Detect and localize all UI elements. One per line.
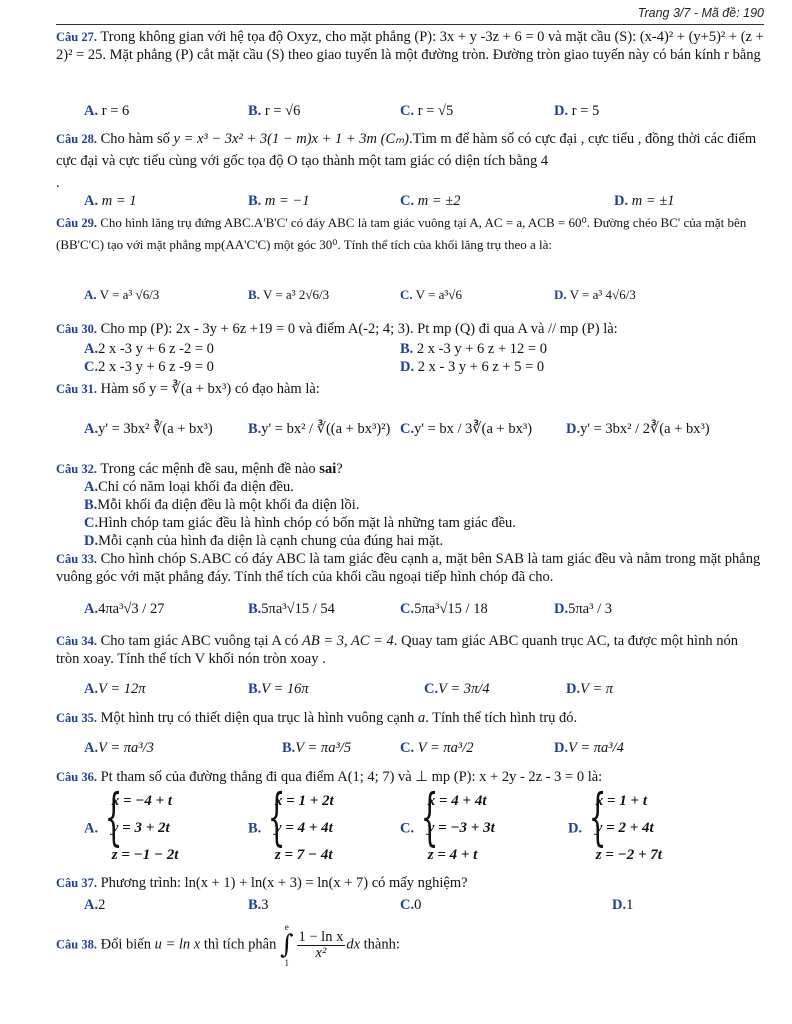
- question-28: Câu 28. Cho hàm số y = x³ − 3x² + 3(1 − m)x + 1 + 3m (Cₘ).Tìm m để hàm số có cực đại , cực tiểu , đồng thời các điểm cực đại và cực tiểu cùng với gốc tọa độ O tạo thành một tam giác có diện tích bằng 4 . A. m = 1 B. m = −1 C. m = ±2 D. m = ±1: [56, 128, 764, 194]
- option-d[interactable]: D. V = a³ 4√6/3: [554, 287, 636, 302]
- question-number: Câu 38.: [56, 937, 97, 952]
- option-c[interactable]: C.2 x -3 y + 6 z -9 = 0: [84, 359, 214, 375]
- option-a[interactable]: A.y' = 3bx² ∛(a + bx³): [84, 421, 213, 437]
- option-a[interactable]: A. V = a³ √6/3: [84, 287, 160, 302]
- option-a[interactable]: A.2 x -3 y + 6 z -2 = 0: [84, 341, 214, 357]
- option-c[interactable]: C.y' = bx / 3∛(a + bx³): [400, 421, 533, 437]
- option-b[interactable]: B.5πa³√15 / 54: [248, 601, 335, 617]
- option-a[interactable]: A. m = 1: [84, 193, 137, 209]
- option-c[interactable]: C. r = √5: [400, 103, 454, 119]
- question-text: Trong không gian với hệ tọa độ Oxyz, cho mặt phẳng (P): 3x + y -3z + 6 = 0 và mặt cầu (S): (x-4)² + (y+5)² + (z + 2)² = 25. Mặt phẳng (P) cắt mặt cầu (S) theo giao tuyến là một đường tròn. Đường tròn giao tuyến này có bán kính r bằng: [56, 29, 764, 63]
- question-27: [56, 28, 764, 119]
- question-number: Câu 30.: [56, 322, 97, 336]
- option-b[interactable]: B.V = 16π: [248, 681, 309, 697]
- question-number: Câu 28.: [56, 132, 97, 146]
- option-d[interactable]: D.5πa³ / 3: [554, 601, 612, 617]
- question-35: Câu 35. Một hình trụ có thiết diện qua trục là hình vuông cạnh a. Tính thể tích hình trụ đó. A.V = πa³/3 B.V = πa³/5 C. V = πa³/2 D.V = πa³/4: [56, 710, 624, 756]
- option-d[interactable]: D. { x = 1 + t y = 2 + 4t z = −2 + 7t: [568, 780, 662, 863]
- question-33: Câu 33. Cho hình chóp S.ABC có đáy ABC là tam giác đều cạnh a, mặt bên SAB là tam giác đều và nằm trong mặt phẳng vuông góc với mặt phẳng đáy. Tính thể tích của khối cầu ngoại tiếp hình chóp đã cho. A.4πa³√3 / 27 B.5πa³√15 / 54 C.5πa³√15 / 18 D.5πa³ / 3: [56, 551, 761, 617]
- question-34: Câu 34. Cho tam giác ABC vuông tại A có AB = 3, AC = 4. Quay tam giác ABC quanh trục AC, ta được một hình nón tròn xoay. Tính thể tích V khối nón tròn xoay . A.V = 12π B.V = 16π C.V = 3π/4 D.V = π: [56, 633, 738, 697]
- option-b[interactable]: B.Mỗi khối đa diện đều là một khối đa diện lồi.: [84, 497, 360, 513]
- option-d[interactable]: D.V = πa³/4: [554, 740, 624, 756]
- option-a[interactable]: A.2: [84, 897, 106, 913]
- option-a[interactable]: A.V = πa³/3: [84, 740, 154, 756]
- integral: e ∫ 1: [279, 922, 294, 968]
- question-number: Câu 33.: [56, 552, 97, 566]
- question-number: Câu 36.: [56, 770, 97, 784]
- option-d[interactable]: D.V = π: [566, 681, 614, 697]
- option-d[interactable]: D.Mỗi cạnh của hình đa diện là cạnh chung của đúng hai mặt.: [84, 533, 444, 549]
- option-d[interactable]: D.1: [612, 897, 634, 913]
- option-d[interactable]: D. 2 x - 3 y + 6 z + 5 = 0: [400, 359, 545, 375]
- option-a[interactable]: A.V = 12π: [84, 681, 146, 697]
- option-c[interactable]: C. { x = 4 + 4t y = −3 + 3t z = 4 + t: [400, 780, 495, 863]
- option-b[interactable]: B. m = −1: [248, 193, 310, 209]
- option-c[interactable]: C.5πa³√15 / 18: [400, 601, 488, 617]
- question-number: Câu 37.: [56, 876, 97, 890]
- integrand: $\frac{\text{1 − ln x}}{\text{x²}}$: [298, 928, 344, 961]
- question-30: Câu 30. Cho mp (P): 2x - 3y + 6z +19 = 0 và điểm A(-2; 4; 3). Pt mp (Q) đi qua A và // mp (P) là: A.2 x -3 y + 6 z -2 = 0 B. 2 x -3 y + 6 z + 12 = 0 C.2 x -3 y + 6 z -9 = 0 D. 2 x - 3 y + 6 z + 5 = 0: [56, 321, 618, 375]
- question-37: Câu 37. Phương trình: ln(x + 1) + ln(x + 3) = ln(x + 7) có mấy nghiệm? A.2 B.3 C.0 D.1: [56, 875, 634, 913]
- option-d[interactable]: D.y' = 3bx² / 2∛(a + bx³): [566, 421, 710, 437]
- question-number: Câu 32.: [56, 462, 97, 476]
- option-d[interactable]: D. m = ±1: [614, 193, 675, 209]
- option-a[interactable]: A.4πa³√3 / 27: [84, 601, 165, 617]
- option-c[interactable]: C. m = ±2: [400, 193, 461, 209]
- question-36: Câu 36. Pt tham số của đường thẳng đi qua điểm A(1; 4; 7) và ⊥ mp (P): x + 2y - 2z - 3 = 0 là: A. { x = −4 + t y = 3 + 2t z = −1 − 2t B. { x = 1 + 2t y = 4 + 4t z = 7 − 4t C. { x = 4 + 4t y = −3 + 3t z = 4 + t D. { x = 1 + t y = 2 + 4t z = −2 + 7t: [56, 768, 764, 786]
- question-32: Câu 32. Trong các mệnh đề sau, mệnh đề nào sai? A.Chỉ có năm loại khối đa diện đều. B.Mỗi khối đa diện đều là một khối đa diện lồi. C.Hình chóp tam giác đều là hình chóp có bốn mặt là những tam giác đều. D.Mỗi cạnh của hình đa diện là cạnh chung của đúng hai mặt.: [56, 460, 764, 550]
- function-formula: y = x³ − 3x² + 3(1 − m)x + 1 + 3m: [173, 131, 378, 147]
- option-a[interactable]: A. { x = −4 + t y = 3 + 2t z = −1 − 2t: [84, 780, 179, 863]
- option-d[interactable]: D. r = 5: [554, 103, 600, 119]
- question-31: Câu 31. Hàm số y = ∛(a + bx³) có đạo hàm là: A.y' = 3bx² ∛(a + bx³) B.y' = bx² / ∛((a + bx³)²) C.y' = bx / 3∛(a + bx³) D.y' = 3bx² / 2∛(a + bx³): [56, 381, 710, 437]
- options: [84, 478, 764, 550]
- page-header: Trang 3/7 - Mã đề: 190: [637, 6, 764, 20]
- question-number: Câu 35.: [56, 711, 97, 725]
- question-38: Câu 38. Đổi biến u = ln x thì tích phân e ∫ 1 $\frac{\text{1 − ln x}}{\text{x²}}$ dx thành:: [56, 922, 400, 968]
- option-a[interactable]: A.Chỉ có năm loại khối đa diện đều.: [84, 479, 294, 495]
- question-number: Câu 27.: [56, 30, 97, 44]
- option-c[interactable]: C.V = 3π/4: [424, 681, 490, 697]
- option-b[interactable]: B. 2 x -3 y + 6 z + 12 = 0: [400, 341, 547, 357]
- option-a[interactable]: A. r = 6: [84, 103, 130, 119]
- header-rule: [56, 24, 764, 25]
- option-c[interactable]: C. V = πa³/2: [400, 740, 474, 756]
- question-number: Câu 34.: [56, 634, 97, 648]
- option-c[interactable]: C. V = a³√6: [400, 287, 462, 302]
- option-b[interactable]: B.y' = bx² / ∛((a + bx³)²): [248, 421, 391, 437]
- question-number: Câu 31.: [56, 382, 97, 396]
- keyword: sai: [319, 461, 337, 477]
- option-b[interactable]: B.V = πa³/5: [282, 740, 352, 756]
- option-b[interactable]: B.3: [248, 897, 269, 913]
- question-number: Câu 29.: [56, 216, 97, 230]
- option-b[interactable]: B. V = a³ 2√6/3: [248, 287, 330, 302]
- question-29: Câu 29. Cho hình lăng trụ đứng ABC.A'B'C' có đáy ABC là tam giác vuông tại A, AC = a, ACB = 60⁰. Đường chéo BC' của mặt bên (BB'C'C) tạo với mặt phẳng mp(AA'C'C) một góc 30⁰. Tính thể tích của khối lăng trụ theo a là: A. V = a³ √6/3 B. V = a³ 2√6/3 C. V = a³√6 D. V = a³ 4√6/3: [56, 212, 764, 256]
- option-c[interactable]: C.Hình chóp tam giác đều là hình chóp có bốn mặt là những tam giác đều.: [84, 515, 516, 531]
- option-c[interactable]: C.0: [400, 897, 422, 913]
- option-b[interactable]: B. { x = 1 + 2t y = 4 + 4t z = 7 − 4t: [248, 780, 334, 863]
- option-b[interactable]: B. r = √6: [248, 103, 301, 119]
